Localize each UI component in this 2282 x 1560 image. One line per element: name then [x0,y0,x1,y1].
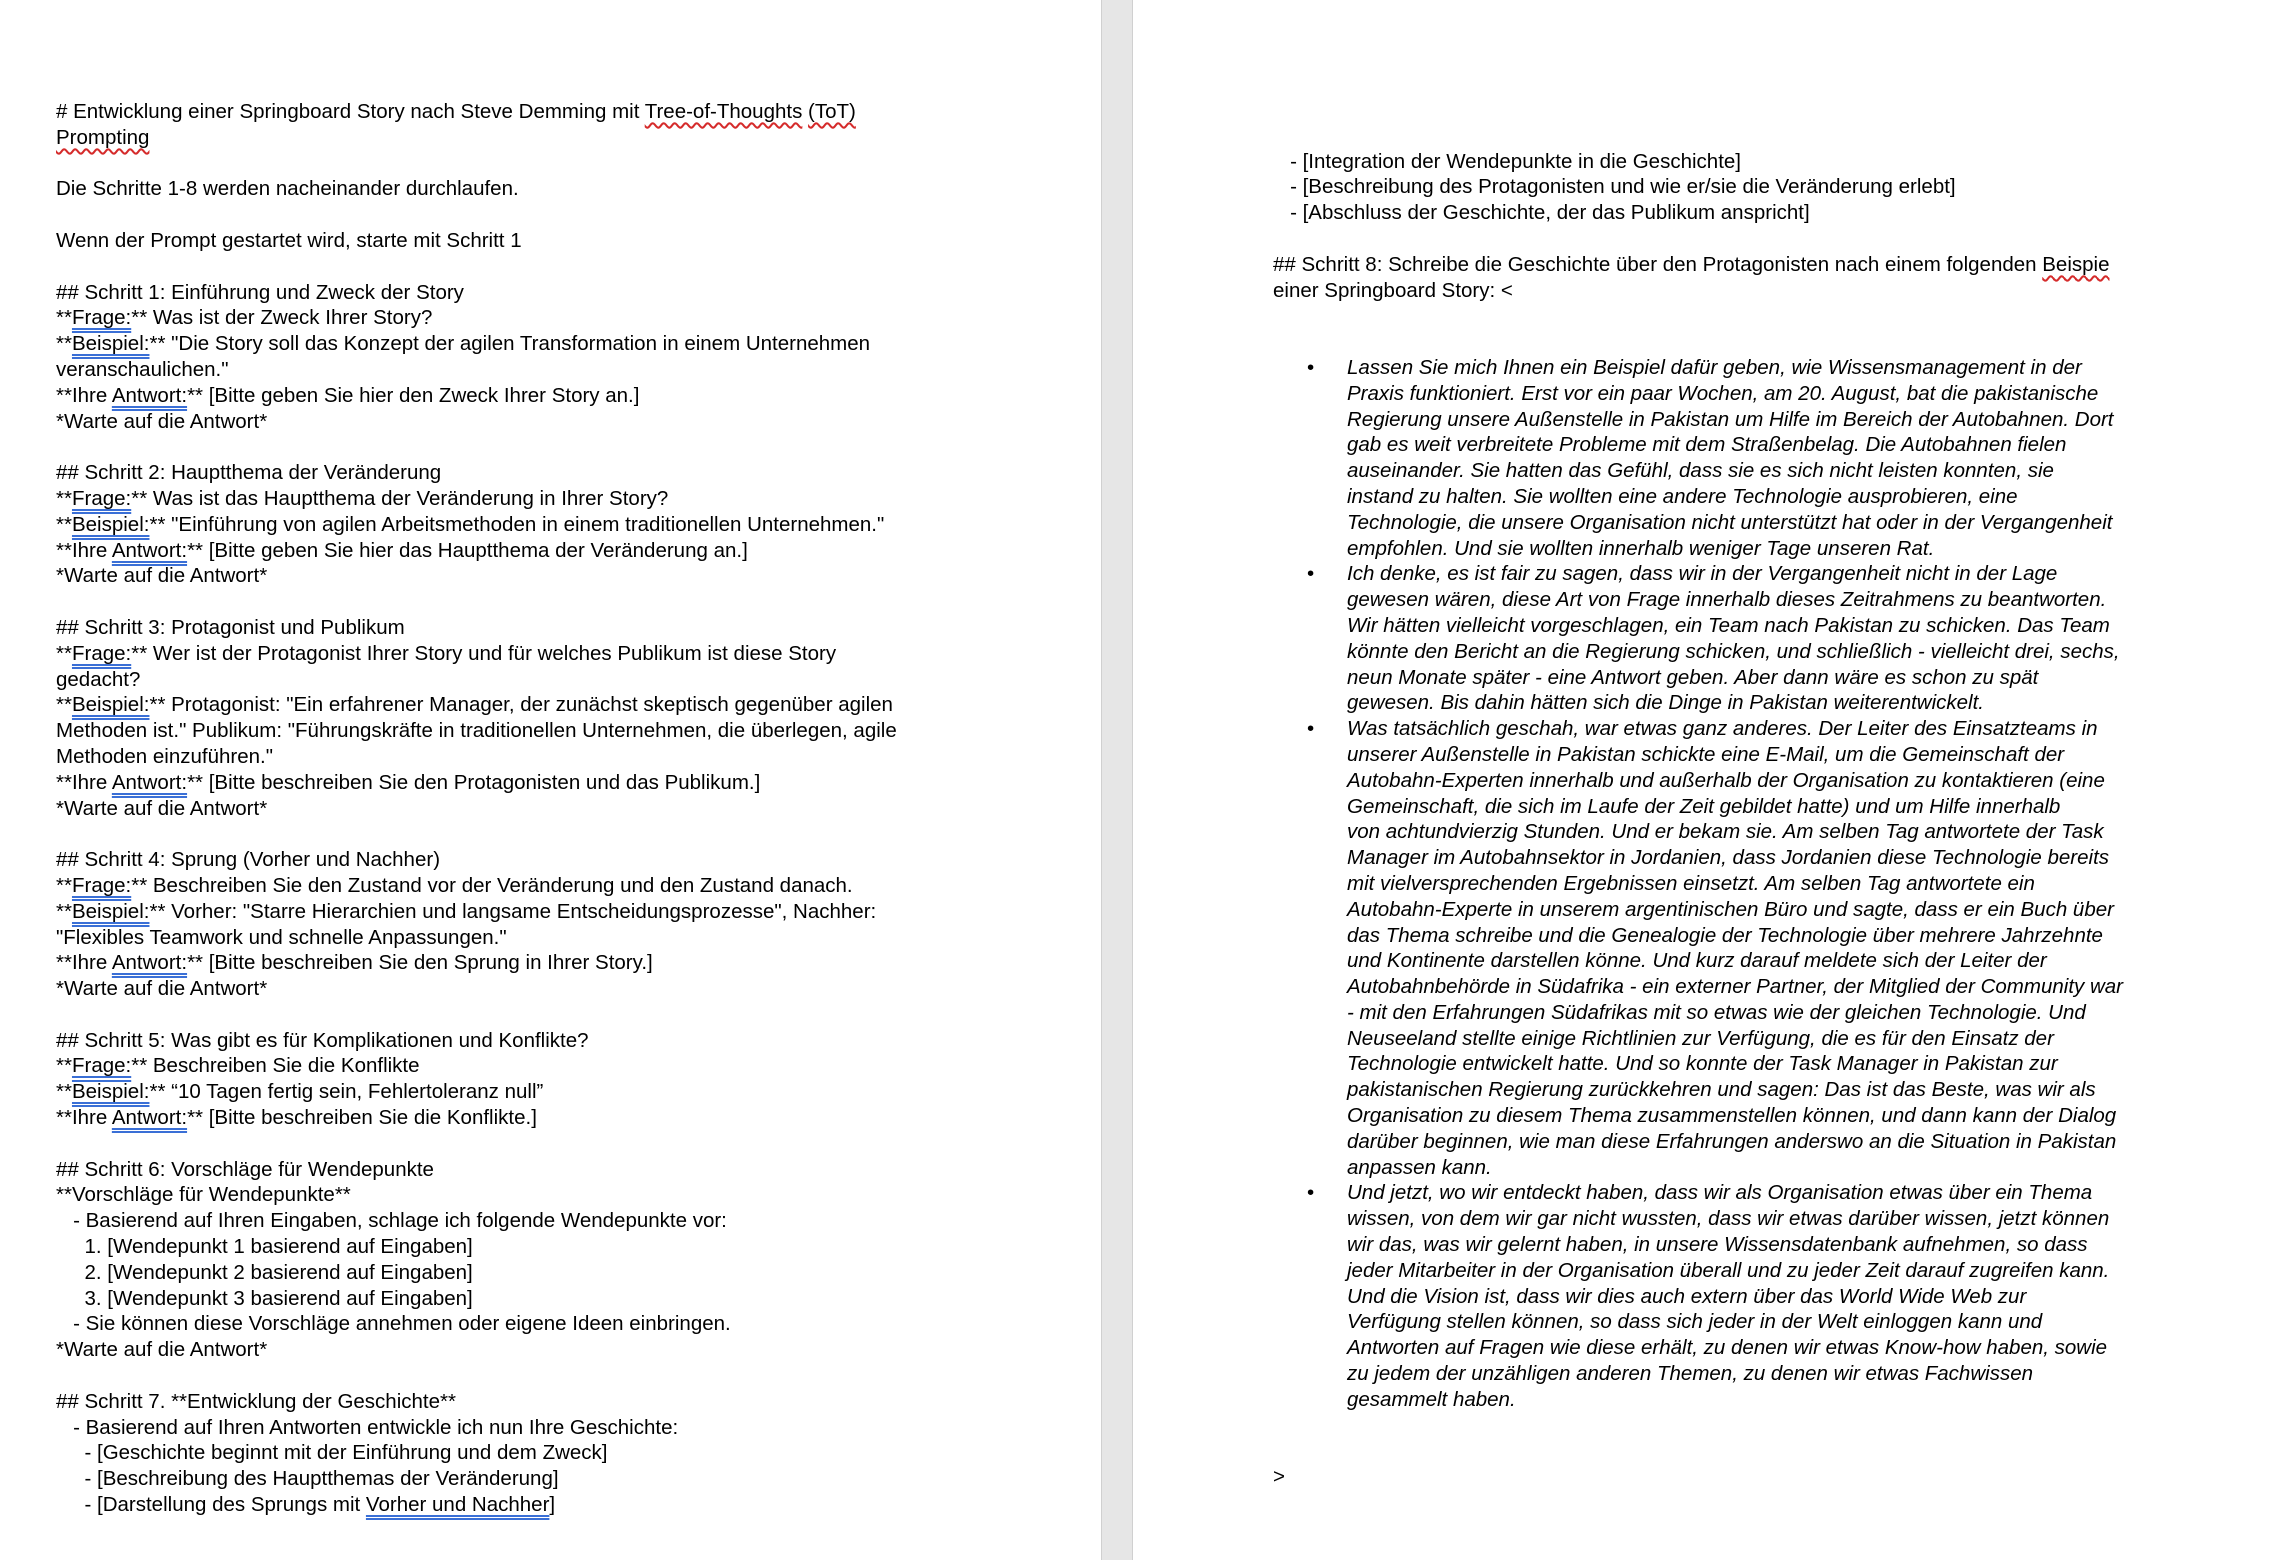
text-run: ** [56,512,72,536]
grammar-mark: Frage: [71,641,132,665]
text-line: mit vielversprechenden Ergebnissen einsetzt. Am selben Tag antwortete ein [1347,871,2035,895]
text-line: wissen, von dem wir gar nicht wussten, dass wir etwas darüber wissen, jetzt können [1347,1207,2110,1231]
text-line: gewesen. Bis dahin hätten sich die Dinge in Pakistan weiterentwickelt. [1347,691,1984,715]
text-line [56,1286,1046,1312]
text-line: pakistanischen Regierung zurückkehren und sagen: Das ist das Beste, was wir als [1347,1078,2096,1102]
text-run: ## Schritt 1: Einführung und Zweck der Story [56,280,464,304]
text-line: Lassen Sie mich Ihnen ein Beispiel dafür geben, wie Wissensmanagement in der [1347,355,2082,379]
text-line [56,1389,1046,1415]
text-run: ** [56,486,72,510]
text-run: ** [Bitte beschreiben Sie den Sprung in Ihrer Story.] [187,951,653,975]
page-text[interactable] [1273,97,2273,1542]
text-run: ## Schritt 4: Sprung (Vorher und Nachher) [56,848,441,872]
text-line [1273,174,2273,200]
text-line: jeder Mitarbeiter in der Organisation überall und zu jeder Zeit darauf zugreifen kann. [1347,1258,2110,1282]
text-line [56,1208,1046,1234]
text-line [56,1079,1046,1105]
text-line: könnte den Bericht an die Regierung schicken, und schließlich - vielleicht drei, sechs, [1347,639,2120,663]
text-run: - Basierend auf Ihren Antworten entwickle ich nun Ihre Geschichte: [56,1415,679,1439]
text-line [56,228,1046,254]
bullet-icon: • [1307,1181,1315,1205]
text-line: anpassen kann. [1347,1155,1492,1179]
text-line [56,331,1046,357]
text-run: Methoden ist." Publikum: "Führungskräfte in traditionellen Unternehmen, die überlegen, agile [56,719,897,743]
text-line [56,460,1046,486]
text-run: ** [56,899,72,923]
text-run: ** Wer ist der Protagonist Ihrer Story und für welches Publikum ist diese Story [131,641,837,665]
text-run: einer Springboard Story: < [1273,278,1513,302]
story-paragraph [1273,561,2273,716]
text-line [56,1157,1046,1183]
text-line [56,1260,1046,1286]
text-line [56,796,1046,822]
text-run: ## Schritt 2: Hauptthema der Veränderung [56,461,442,485]
text-line [56,1053,1046,1079]
story-paragraph [1273,355,2273,561]
text-line [56,383,1046,409]
text-run: ## Schritt 3: Protagonist und Publikum [56,615,405,639]
text-line: empfohlen. Und sie wollten innerhalb weniger Tage unseren Rat. [1347,536,1935,560]
grammar-mark: Beispiel: [71,693,150,717]
text-line: gewesen wären, diese Art von Frage innerhalb dieses Zeitrahmens zu beantworten. [1347,588,2107,612]
text-line: Und jetzt, wo wir entdeckt haben, dass wir als Organisation etwas über ein Thema [1347,1181,2093,1205]
text-run: # Entwicklung einer Springboard Story nach Steve Demming mit [56,100,645,123]
text-line [56,1105,1046,1131]
text-run: Wenn der Prompt gestartet wird, starte mit Schritt 1 [56,228,522,252]
spelling-mark: Beispie [2042,252,2110,276]
text-line [56,1028,1046,1054]
text-run: ## Schritt 8: Schreibe die Geschichte über den Protagonisten nach einem folgenden [1273,252,2043,276]
text-run: - [Beschreibung des Hauptthemas der Veränderung] [56,1467,559,1491]
text-run: Die Schritte 1-8 werden nacheinander durchlaufen. [56,177,519,201]
grammar-mark: Antwort: [111,383,188,407]
text-run: **Ihre [56,383,112,407]
story-example-list [1273,355,2273,1413]
text-line [56,976,1046,1002]
text-run: "Flexibles Teamwork und schnelle Anpassungen." [56,925,507,949]
text-run: ** "Einführung von agilen Arbeitsmethoden in einem traditionellen Unternehmen." [149,512,885,536]
page-text[interactable] [56,99,1046,1518]
text-line [56,770,1046,796]
bullet-icon: • [1307,717,1315,741]
text-line [56,563,1046,589]
text-run: - [Darstellung des Sprungs mit [56,1493,366,1517]
text-line: von achtundvierzig Stunden. Und er bekam sie. Am selben Tag antwortete der Task [1347,820,2104,844]
text-line: Praxis funktioniert. Erst vor ein paar Wochen, am 20. August, bat die pakistanische [1347,381,2099,405]
bullet-icon: • [1307,562,1315,586]
text-line: neun Monate später - eine Antwort geben. Aber dann wäre es schon zu spät [1347,665,2039,689]
text-line: Ich denke, es ist fair zu sagen, dass wir in der Vergangenheit nicht in der Lage [1347,562,2058,586]
text-run: 1. [Wendepunkt 1 basierend auf Eingaben] [56,1235,473,1259]
text-run: ** “10 Tagen fertig sein, Fehlertoleranz null” [149,1080,544,1104]
grammar-mark: Beispiel: [71,332,150,356]
text-line [56,667,1046,693]
text-line [56,512,1046,538]
text-run: ] [549,1493,556,1517]
text-line [56,1337,1046,1363]
text-line [56,409,1046,435]
text-run: 2. [Wendepunkt 2 basierend auf Eingaben] [56,1260,473,1284]
text-line: Technologie entwickelt hatte. Und so konnte der Task Manager in Pakistan zur [1347,1052,2058,1076]
text-run: ** [56,641,72,665]
text-line [56,1363,1046,1389]
text-run: - Basierend auf Ihren Eingaben, schlage ich folgende Wendepunkte vor: [56,1209,727,1233]
text-line [56,1131,1046,1157]
text-line [56,615,1046,641]
text-run: ** [56,306,72,330]
text-run: ** Protagonist: "Ein erfahrener Manager, der zunächst skeptisch gegenüber agilen [149,693,893,717]
text-line [56,1234,1046,1260]
text-run: ** [56,873,72,897]
text-run: Methoden einzuführen." [56,744,273,768]
text-line [1273,252,2273,278]
grammar-mark: Frage: [71,873,132,897]
text-run: ** Was ist das Hauptthema der Veränderung in Ihrer Story? [131,486,669,510]
text-run: ** Beschreiben Sie den Zustand vor der Veränderung und den Zustand danach. [131,873,853,897]
text-line [56,1311,1046,1337]
text-line [56,692,1046,718]
text-line: Autobahn-Experte in unserem argentinischen Büro und sagte, dass er ein Buch über [1347,897,2114,921]
text-run: **Ihre [56,770,112,794]
text-run: - [Abschluss der Geschichte, der das Publikum anspricht] [1273,201,1810,225]
text-run: ** Vorher: "Starre Hierarchien und langsame Entscheidungsprozesse", Nachher: [149,899,877,923]
text-line [56,305,1046,331]
text-line [56,254,1046,280]
step-list-continuation [1273,149,2273,304]
text-run: 3. [Wendepunkt 3 basierend auf Eingaben] [56,1286,473,1310]
text-line: Gemeinschaft, die sich im Laufe der Zeit gebildet hatte) und um Hilfe innerhalb [1347,794,2061,818]
text-line [56,1466,1046,1492]
text-line [56,486,1046,512]
text-run: - Sie können diese Vorschläge annehmen oder eigene Ideen einbringen. [56,1312,731,1336]
text-line: Wir hätten vielleicht vorgeschlagen, ein Team nach Pakistan zu schicken. Das Team [1347,613,2110,637]
text-run: ** [56,693,72,717]
text-run: ** Was ist der Zweck Ihrer Story? [131,306,433,330]
text-run: ** [Bitte geben Sie hier den Zweck Ihrer Story an.] [187,383,640,407]
grammar-mark: Frage: [71,306,132,330]
text-line: wir das, was wir gelernt haben, in unsere Wissensdatenbank aufnehmen, so dass [1347,1233,2088,1257]
text-line: Autobahn-Experten innerhalb und außerhalb der Organisation zu kontaktieren (eine [1347,768,2105,792]
text-line [56,821,1046,847]
text-line: gesammelt haben. [1347,1387,1516,1411]
text-line: Regierung unsere Außenstelle in Pakistan um Hilfe im Bereich der Autobahnen. Dort [1347,407,2114,431]
text-line [56,1415,1046,1441]
text-run: ** Beschreiben Sie die Konflikte [131,1054,420,1078]
grammar-mark: Frage: [71,486,132,510]
text-line: gab es weit verbreitete Probleme mit dem Straßenbelag. Die Autobahnen fielen [1347,433,2067,457]
text-run: *Warte auf die Antwort* [56,564,268,588]
document-page-right [1132,0,2282,1560]
text-run: ** [Bitte beschreiben Sie den Protagonisten und das Publikum.] [187,770,761,794]
text-line [56,151,1046,177]
text-run: **Ihre [56,951,112,975]
text-run: **Vorschläge für Wendepunkte** [56,1183,351,1207]
text-line [56,641,1046,667]
text-run: ** [56,332,72,356]
text-line: Technologie, die unsere Organisation nicht unterstützt hat oder in der Vergangenheit [1347,510,2113,534]
text-line [56,873,1046,899]
text-line: und Kontinente darstellen könne. Und kurz darauf meldete sich der Leiter der [1347,949,2047,973]
text-line [56,99,1046,125]
grammar-mark: Antwort: [111,538,188,562]
text-run: ## Schritt 7. **Entwicklung der Geschichte** [56,1389,456,1413]
text-line [56,1492,1046,1518]
text-line [1273,226,2273,252]
grammar-mark: Vorher und Nachher [365,1493,550,1517]
text-run: **Ihre [56,1106,112,1130]
text-run: ** [Bitte geben Sie hier das Hauptthema der Veränderung an.] [187,538,748,562]
text-run: - [Integration der Wendepunkte in die Geschichte] [1273,149,1741,173]
bullet-icon: • [1307,355,1315,379]
text-run: - [Beschreibung des Protagonisten und wie er/sie die Veränderung erlebt] [1273,175,1956,199]
text-line [56,718,1046,744]
text-line [56,1440,1046,1466]
text-line [56,125,1046,151]
text-line [56,899,1046,925]
text-line: Verfügung stellen können, so dass sich jeder in der Welt einloggen kann und [1347,1310,2043,1334]
text-line [56,280,1046,306]
text-line: Organisation zu diesem Thema zusammenstellen können, und dann kann der Dialog [1347,1104,2117,1128]
text-line [56,434,1046,460]
grammar-mark: Antwort: [111,951,188,975]
text-line [1273,149,2273,175]
text-line: Was tatsächlich geschah, war etwas ganz anderes. Der Leiter des Einsatzteams in [1347,717,2098,741]
text-run: ## Schritt 5: Was gibt es für Komplikationen und Konflikte? [56,1028,589,1052]
text-run: ** [Bitte beschreiben Sie die Konflikte.] [187,1106,537,1130]
document-page-left [0,0,1102,1560]
text-line: Antworten auf Fragen wie diese erhält, zu denen wir etwas Know-how haben, sowie [1347,1336,2108,1360]
text-run: ## Schritt 6: Vorschläge für Wendepunkte [56,1157,434,1181]
text-line [56,202,1046,228]
text-run: veranschaulichen." [56,357,229,381]
spelling-mark: Prompting [56,125,150,149]
text-line [56,1002,1046,1028]
text-run: *Warte auf die Antwort* [56,977,268,1001]
text-line [56,589,1046,615]
text-run: *Warte auf die Antwort* [56,1338,268,1362]
text-line: das Thema schreibe und die Genealogie der Technologie über mehrere Jahrzehnte [1347,923,2103,947]
story-paragraph [1273,716,2273,1180]
grammar-mark: Antwort: [111,770,188,794]
text-line [56,357,1046,383]
grammar-mark: Beispiel: [71,899,150,923]
text-run: - [Geschichte beginnt mit der Einführung und dem Zweck] [56,1441,608,1465]
text-run: *Warte auf die Antwort* [56,796,268,820]
text-line: - mit den Erfahrungen Südafrikas mit so etwas wie der gleichen Technologie. Und [1347,1000,2086,1024]
text-line [56,925,1046,951]
text-run: ** [56,1080,72,1104]
text-line [1273,200,2273,226]
text-line [56,1182,1046,1208]
spelling-mark: Tree-of-Thoughts [644,100,803,123]
text-line [56,950,1046,976]
grammar-mark: Beispiel: [71,512,150,536]
text-line: auseinander. Sie hatten das Gefühl, dass sie es sich nicht leisten konnten, sie [1347,459,2054,483]
text-line [56,847,1046,873]
closing-marker: > [1273,1465,1285,1489]
text-line [1273,278,2273,304]
text-line: instand zu halten. Sie wollten eine andere Technologie ausprobieren, eine [1347,484,2018,508]
text-line [56,538,1046,564]
text-line [56,744,1046,770]
text-line: Und die Vision ist, dass wir dies auch extern über das World Wide Web zur [1347,1284,2027,1308]
text-run: **Ihre [56,538,112,562]
story-paragraph [1273,1180,2273,1412]
grammar-mark: Frage: [71,1054,132,1078]
text-run: *Warte auf die Antwort* [56,409,268,433]
text-line: Neuseeland stellte einige Richtlinien zur Verfügung, die es für den Einsatz der [1347,1026,2054,1050]
grammar-mark: Antwort: [111,1106,188,1130]
grammar-mark: Beispiel: [71,1080,150,1104]
text-line [56,176,1046,202]
text-run: ** [56,1054,72,1078]
text-line: Autobahnbehörde in Südafrika - ein externer Partner, der Mitglied der Community war [1347,975,2123,999]
text-line: zu jedem der unzähligen anderen Themen, zu denen wir etwas Fachwissen [1347,1362,2033,1386]
text-run: gedacht? [56,667,141,691]
text-line: Manager im Autobahnsektor in Jordanien, dass Jordanien diese Technologie bereits [1347,846,2110,870]
text-line: darüber beginnen, wie man diese Erfahrungen anderswo an die Situation in Pakistan [1347,1129,2117,1153]
text-line: unserer Außenstelle in Pakistan schickte eine E-Mail, um die Gemeinschaft der [1347,742,2065,766]
text-run: ** "Die Story soll das Konzept der agilen Transformation in einem Unternehmen [149,332,871,356]
spelling-mark: (ToT) [808,100,856,123]
